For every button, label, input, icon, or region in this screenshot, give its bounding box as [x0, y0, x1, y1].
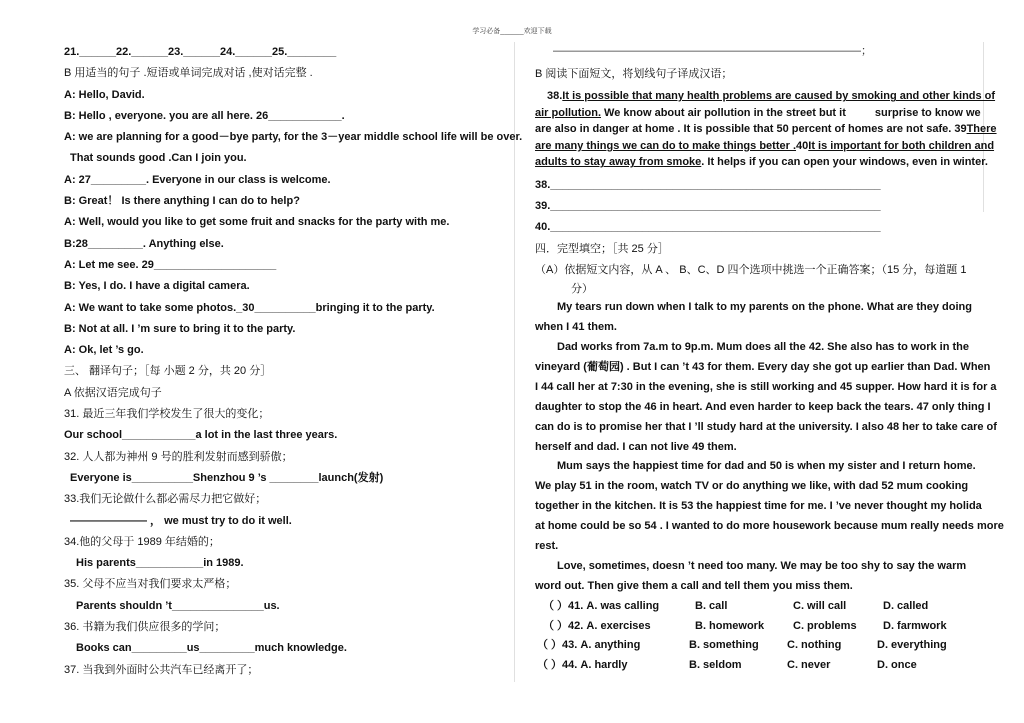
- answer-36: Books can_________us_________much knowledge.: [76, 642, 347, 655]
- cloze-line: at home could be so 54 . I wanted to do more housework because mum really needs more: [535, 520, 1004, 533]
- cloze-line: Dad works from 7a.m to 9p.m. Mum does all the 42. She also has to work in the: [557, 341, 969, 354]
- cloze-line: can do is to promise her that I ’ll study hard at the university. I also 48 her to take care of: [535, 420, 997, 433]
- cloze-passage: [535, 298, 1010, 596]
- options-list: [535, 597, 1010, 677]
- cloze-line: rest.: [535, 539, 559, 552]
- dialogue-line: B: Not at all. I ’m sure to bring it to the party.: [64, 322, 296, 335]
- option-row-43: [535, 636, 1010, 656]
- dialogue-line: A: 27_________. Everyone in our class is welcome.: [64, 173, 331, 186]
- section-b-reading-instruction: B 阅读下面短文，将划线句子译成汉语；: [535, 68, 733, 80]
- option-row-41: [535, 597, 1010, 617]
- section-3a-instruction: A 依据汉语完成句子: [64, 386, 162, 399]
- underlined-sentence-38-end: air pollution.: [535, 106, 601, 119]
- dialogue-line: B: Great！ Is there anything I can do to help?: [64, 195, 300, 208]
- reading-passage: [535, 88, 1010, 171]
- dialogue-line: B:28_________. Anything else.: [64, 237, 224, 250]
- option-c: C. nothing: [787, 639, 842, 652]
- dialogue-line: B: Hello , everyone. you are all here. 26____________.: [64, 109, 345, 122]
- left-column: [64, 42, 523, 681]
- cloze-line: We play 51 in the room, watch TV or do anything we like, with dad 52 mum cooking: [535, 480, 969, 493]
- option-b: B. seldom: [689, 659, 742, 672]
- question-32: 32. 人人都为神州 9 号的胜利发射而感到骄傲；: [64, 450, 293, 463]
- passage-text: are also in danger at home . It is possible that 50 percent of homes are not safe. 39: [535, 123, 967, 136]
- cloze-line: word out. Then give them a call and tell them you miss them.: [535, 579, 853, 592]
- question-34: 34.他的父母于 1989 年结婚的；: [64, 535, 220, 548]
- underlined-sentence-39-end: are many things we can do to make things better .: [535, 139, 797, 152]
- section-4-heading: 四．完型填空；［共 25 分］: [535, 242, 669, 255]
- question-35: 35. 父母不应当对我们要求太严格；: [64, 578, 237, 591]
- marker-38: 38.: [547, 90, 563, 103]
- option-c: C. never: [787, 659, 831, 672]
- answer-32: Everyone is__________Shenzhou 9 ’s ________launch(发射): [70, 471, 384, 484]
- question-31: 31. 最近三年我们学校发生了很大的变化；: [64, 408, 270, 421]
- option-d: D. called: [883, 599, 929, 612]
- section-4a-instruction-cont: 分）: [571, 283, 593, 296]
- dialogue-line: That sounds good .Can I join you.: [70, 152, 247, 165]
- option-d: D. everything: [877, 639, 947, 652]
- underlined-sentence-40-end: adults to stay away from smoke: [535, 156, 702, 169]
- marker-40: 40: [796, 139, 809, 152]
- question-36: 36. 书籍为我们供应很多的学问；: [64, 621, 226, 634]
- passage-text: . It helps if you can open your windows, even in winter.: [701, 156, 988, 169]
- cloze-line: daughter to stop the 46 in heart. And even harder to keep back the tears. 47 only thing I: [535, 400, 991, 413]
- dialogue-line: A: We want to take some photos._30__________bringing it to the party.: [64, 301, 435, 314]
- option-row-44: [535, 656, 1010, 676]
- option-c: C. problems: [793, 619, 857, 632]
- option-b: B. homework: [695, 619, 765, 632]
- dialogue-line: A: Ok, let ’s go.: [64, 344, 144, 357]
- option-d: D. once: [877, 659, 917, 672]
- section-3-heading: 三、 翻译句子；［每 小题 2 分，共 20 分］: [64, 365, 272, 378]
- underlined-sentence-40: It is important for both children and: [808, 139, 995, 152]
- answer-33: ——————— ， we must try to do it well.: [70, 514, 292, 527]
- page-header: 学习必备______欢迎下载: [472, 28, 552, 35]
- option-b: B. call: [695, 599, 728, 612]
- option-d: D. farmwork: [883, 619, 947, 632]
- section-b-instruction: B 用适当的句子 .短语或单词完成对话 ,使对话完整 .: [64, 67, 313, 80]
- option-a: （ ）44. A. hardly: [537, 659, 628, 672]
- answer-line-37: ————————————————————————————；: [553, 45, 872, 57]
- option-a: （ ）43. A. anything: [537, 639, 641, 652]
- option-c: C. will call: [793, 599, 847, 612]
- underlined-sentence-38: It is possible that many health problems are caused by smoking and other kinds of: [562, 90, 996, 103]
- answer-35: Parents shouldn ’t_______________us.: [76, 599, 280, 612]
- cloze-line: I 44 call her at 7:30 in the evening, she is still working and 45 supper. How hard it is for a: [535, 380, 997, 393]
- answer-34: His parents___________in 1989.: [76, 557, 244, 570]
- passage-text: We know about air pollution in the street but it: [601, 106, 849, 119]
- dialogue-line: A: Well, would you like to get some fruit and snacks for the party with me.: [64, 216, 450, 229]
- answer-39: 39.______________________________________________________: [535, 200, 881, 213]
- section-4a-instruction: （A）依据短文内容，从 A 、 B、C、D 四个选项中挑选一个正确答案；（15 分，每道题 1: [535, 263, 967, 276]
- option-a: （ ）41. A. was calling: [543, 599, 660, 612]
- answer-31: Our school____________a lot in the last three years.: [64, 429, 338, 442]
- cloze-line: herself and dad. I can not live 49 them.: [535, 440, 737, 453]
- right-column: [535, 42, 1010, 676]
- underlined-sentence-39: There: [966, 123, 997, 136]
- answer-40: 40.______________________________________________________: [535, 221, 881, 234]
- answer-line-21-25: 21.______22.______23.______24.______25.________: [64, 46, 337, 58]
- question-33: 33.我们无论做什么都必需尽力把它做好；: [64, 493, 267, 506]
- cloze-line: when I 41 them.: [535, 321, 617, 334]
- dialogue-line: A: we are planning for a good－bye party, for the 3－year middle school life will be over.: [64, 131, 523, 144]
- option-row-42: [535, 617, 1010, 637]
- option-a: （ ）42. A. exercises: [543, 619, 651, 632]
- option-b: B. something: [689, 639, 759, 652]
- cloze-line: Mum says the happiest time for dad and 50 is when my sister and I return home.: [557, 460, 976, 473]
- question-37: 37. 当我到外面时公共汽车已经离开了；: [64, 663, 259, 676]
- dialogue-line: A: Let me see. 29____________________: [64, 258, 277, 271]
- cloze-line: Love, sometimes, doesn ’t need too many. We may be too shy to say the warm: [557, 559, 967, 572]
- cloze-line: together in the kitchen. It is 53 the happiest time for me. I ’ve never thought my holida: [535, 500, 982, 513]
- dialogue-line: A: Hello, David.: [64, 88, 145, 101]
- answer-38: 38.______________________________________________________: [535, 178, 881, 191]
- cloze-line: vineyard (葡萄园) . But I can ’t 43 for them. Every day she got up earlier than Dad. When: [535, 360, 991, 373]
- dialogue-line: B: Yes, I do. I have a digital camera.: [64, 280, 250, 293]
- cloze-line: My tears run down when I talk to my parents on the phone. What are they doing: [557, 301, 972, 314]
- passage-text: surprise to know we: [874, 106, 981, 119]
